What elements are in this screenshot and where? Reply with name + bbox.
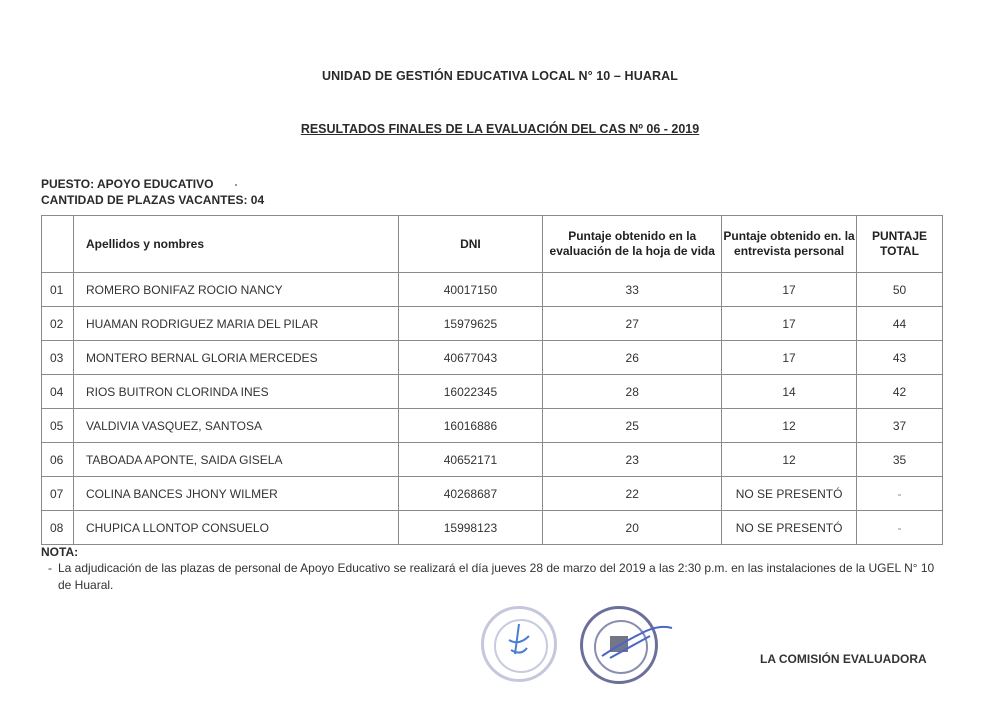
table-row bbox=[42, 511, 943, 545]
col-number-header bbox=[42, 216, 74, 273]
row-number: 06 bbox=[42, 443, 74, 477]
results-subtitle: RESULTADOS FINALES DE LA EVALUACIÓN DEL CAS Nº 06 - 2019 bbox=[300, 122, 700, 136]
stray-dot bbox=[235, 184, 237, 186]
row-dni: 15998123 bbox=[398, 511, 543, 545]
row-total: 44 bbox=[857, 307, 943, 341]
row-dni: 15979625 bbox=[398, 307, 543, 341]
row-cv-score: 28 bbox=[543, 375, 722, 409]
row-cv-score: 26 bbox=[543, 341, 722, 375]
row-cv-score: 33 bbox=[543, 273, 722, 307]
row-interview-score: NO SE PRESENTÓ bbox=[722, 511, 857, 545]
row-total: - bbox=[857, 511, 943, 545]
ugel-stamp-seal bbox=[481, 606, 557, 682]
row-interview-score: 17 bbox=[722, 273, 857, 307]
note-paragraph bbox=[48, 560, 948, 594]
row-dni: 40652171 bbox=[398, 443, 543, 477]
row-number: 03 bbox=[42, 341, 74, 375]
table-row bbox=[42, 443, 943, 477]
vacancies-label: CANTIDAD DE PLAZAS VACANTES: 04 bbox=[41, 193, 265, 207]
row-dni: 40268687 bbox=[398, 477, 543, 511]
row-total: 35 bbox=[857, 443, 943, 477]
row-interview-score: NO SE PRESENTÓ bbox=[722, 477, 857, 511]
signature-mark-icon bbox=[481, 606, 557, 682]
row-cv-score: 25 bbox=[543, 409, 722, 443]
row-cv-score: 20 bbox=[543, 511, 722, 545]
table-row bbox=[42, 375, 943, 409]
row-number: 02 bbox=[42, 307, 74, 341]
institution-title: UNIDAD DE GESTIÓN EDUCATIVA LOCAL N° 10 – HUARAL bbox=[322, 69, 678, 83]
position-label bbox=[41, 177, 237, 191]
commission-signature-label: LA COMISIÓN EVALUADORA bbox=[760, 652, 927, 666]
note-heading: NOTA: bbox=[41, 545, 79, 559]
row-name: VALDIVIA VASQUEZ, SANTOSA bbox=[73, 409, 398, 443]
results-table bbox=[41, 215, 943, 545]
row-name: COLINA BANCES JHONY WILMER bbox=[73, 477, 398, 511]
row-number: 04 bbox=[42, 375, 74, 409]
row-dni: 40677043 bbox=[398, 341, 543, 375]
row-total: - bbox=[857, 477, 943, 511]
col-name-header: Apellidos y nombres bbox=[73, 216, 398, 273]
position-text: PUESTO: APOYO EDUCATIVO bbox=[41, 177, 214, 191]
row-interview-score: 12 bbox=[722, 443, 857, 477]
row-total: 43 bbox=[857, 341, 943, 375]
row-dni: 40017150 bbox=[398, 273, 543, 307]
row-number: 08 bbox=[42, 511, 74, 545]
row-dni: 16022345 bbox=[398, 375, 543, 409]
row-interview-score: 12 bbox=[722, 409, 857, 443]
row-number: 05 bbox=[42, 409, 74, 443]
signature-scribble-icon bbox=[580, 606, 690, 684]
row-cv-score: 23 bbox=[543, 443, 722, 477]
row-number: 01 bbox=[42, 273, 74, 307]
table-row bbox=[42, 477, 943, 511]
col-cv-score-header: Puntaje obtenido en la evaluación de la hoja de vida bbox=[543, 216, 722, 273]
row-name: MONTERO BERNAL GLORIA MERCEDES bbox=[73, 341, 398, 375]
row-name: HUAMAN RODRIGUEZ MARIA DEL PILAR bbox=[73, 307, 398, 341]
table-row bbox=[42, 307, 943, 341]
row-number: 07 bbox=[42, 477, 74, 511]
row-interview-score: 17 bbox=[722, 307, 857, 341]
table-row bbox=[42, 273, 943, 307]
row-interview-score: 14 bbox=[722, 375, 857, 409]
row-interview-score: 17 bbox=[722, 341, 857, 375]
row-name: TABOADA APONTE, SAIDA GISELA bbox=[73, 443, 398, 477]
table-row bbox=[42, 409, 943, 443]
row-name: CHUPICA LLONTOP CONSUELO bbox=[73, 511, 398, 545]
row-dni: 16016886 bbox=[398, 409, 543, 443]
note-text: La adjudicación de las plazas de personal de Apoyo Educativo se realizará el día jueves 28 de marzo del 2019 a las 2:30 p.m. en las instalaciones de la UGEL N° 10 de Huaral. bbox=[58, 561, 935, 592]
col-total-header: PUNTAJE TOTAL bbox=[857, 216, 943, 273]
row-cv-score: 27 bbox=[543, 307, 722, 341]
row-total: 42 bbox=[857, 375, 943, 409]
col-interview-score-header: Puntaje obtenido en. la entrevista personal bbox=[722, 216, 857, 273]
note-bullet: - bbox=[48, 561, 52, 575]
row-name: ROMERO BONIFAZ ROCIO NANCY bbox=[73, 273, 398, 307]
row-total: 37 bbox=[857, 409, 943, 443]
table-row bbox=[42, 341, 943, 375]
table-header-row bbox=[42, 216, 943, 273]
row-total: 50 bbox=[857, 273, 943, 307]
col-dni-header: DNI bbox=[398, 216, 543, 273]
row-name: RIOS BUITRON CLORINDA INES bbox=[73, 375, 398, 409]
ministry-stamp-seal bbox=[580, 606, 658, 684]
row-cv-score: 22 bbox=[543, 477, 722, 511]
